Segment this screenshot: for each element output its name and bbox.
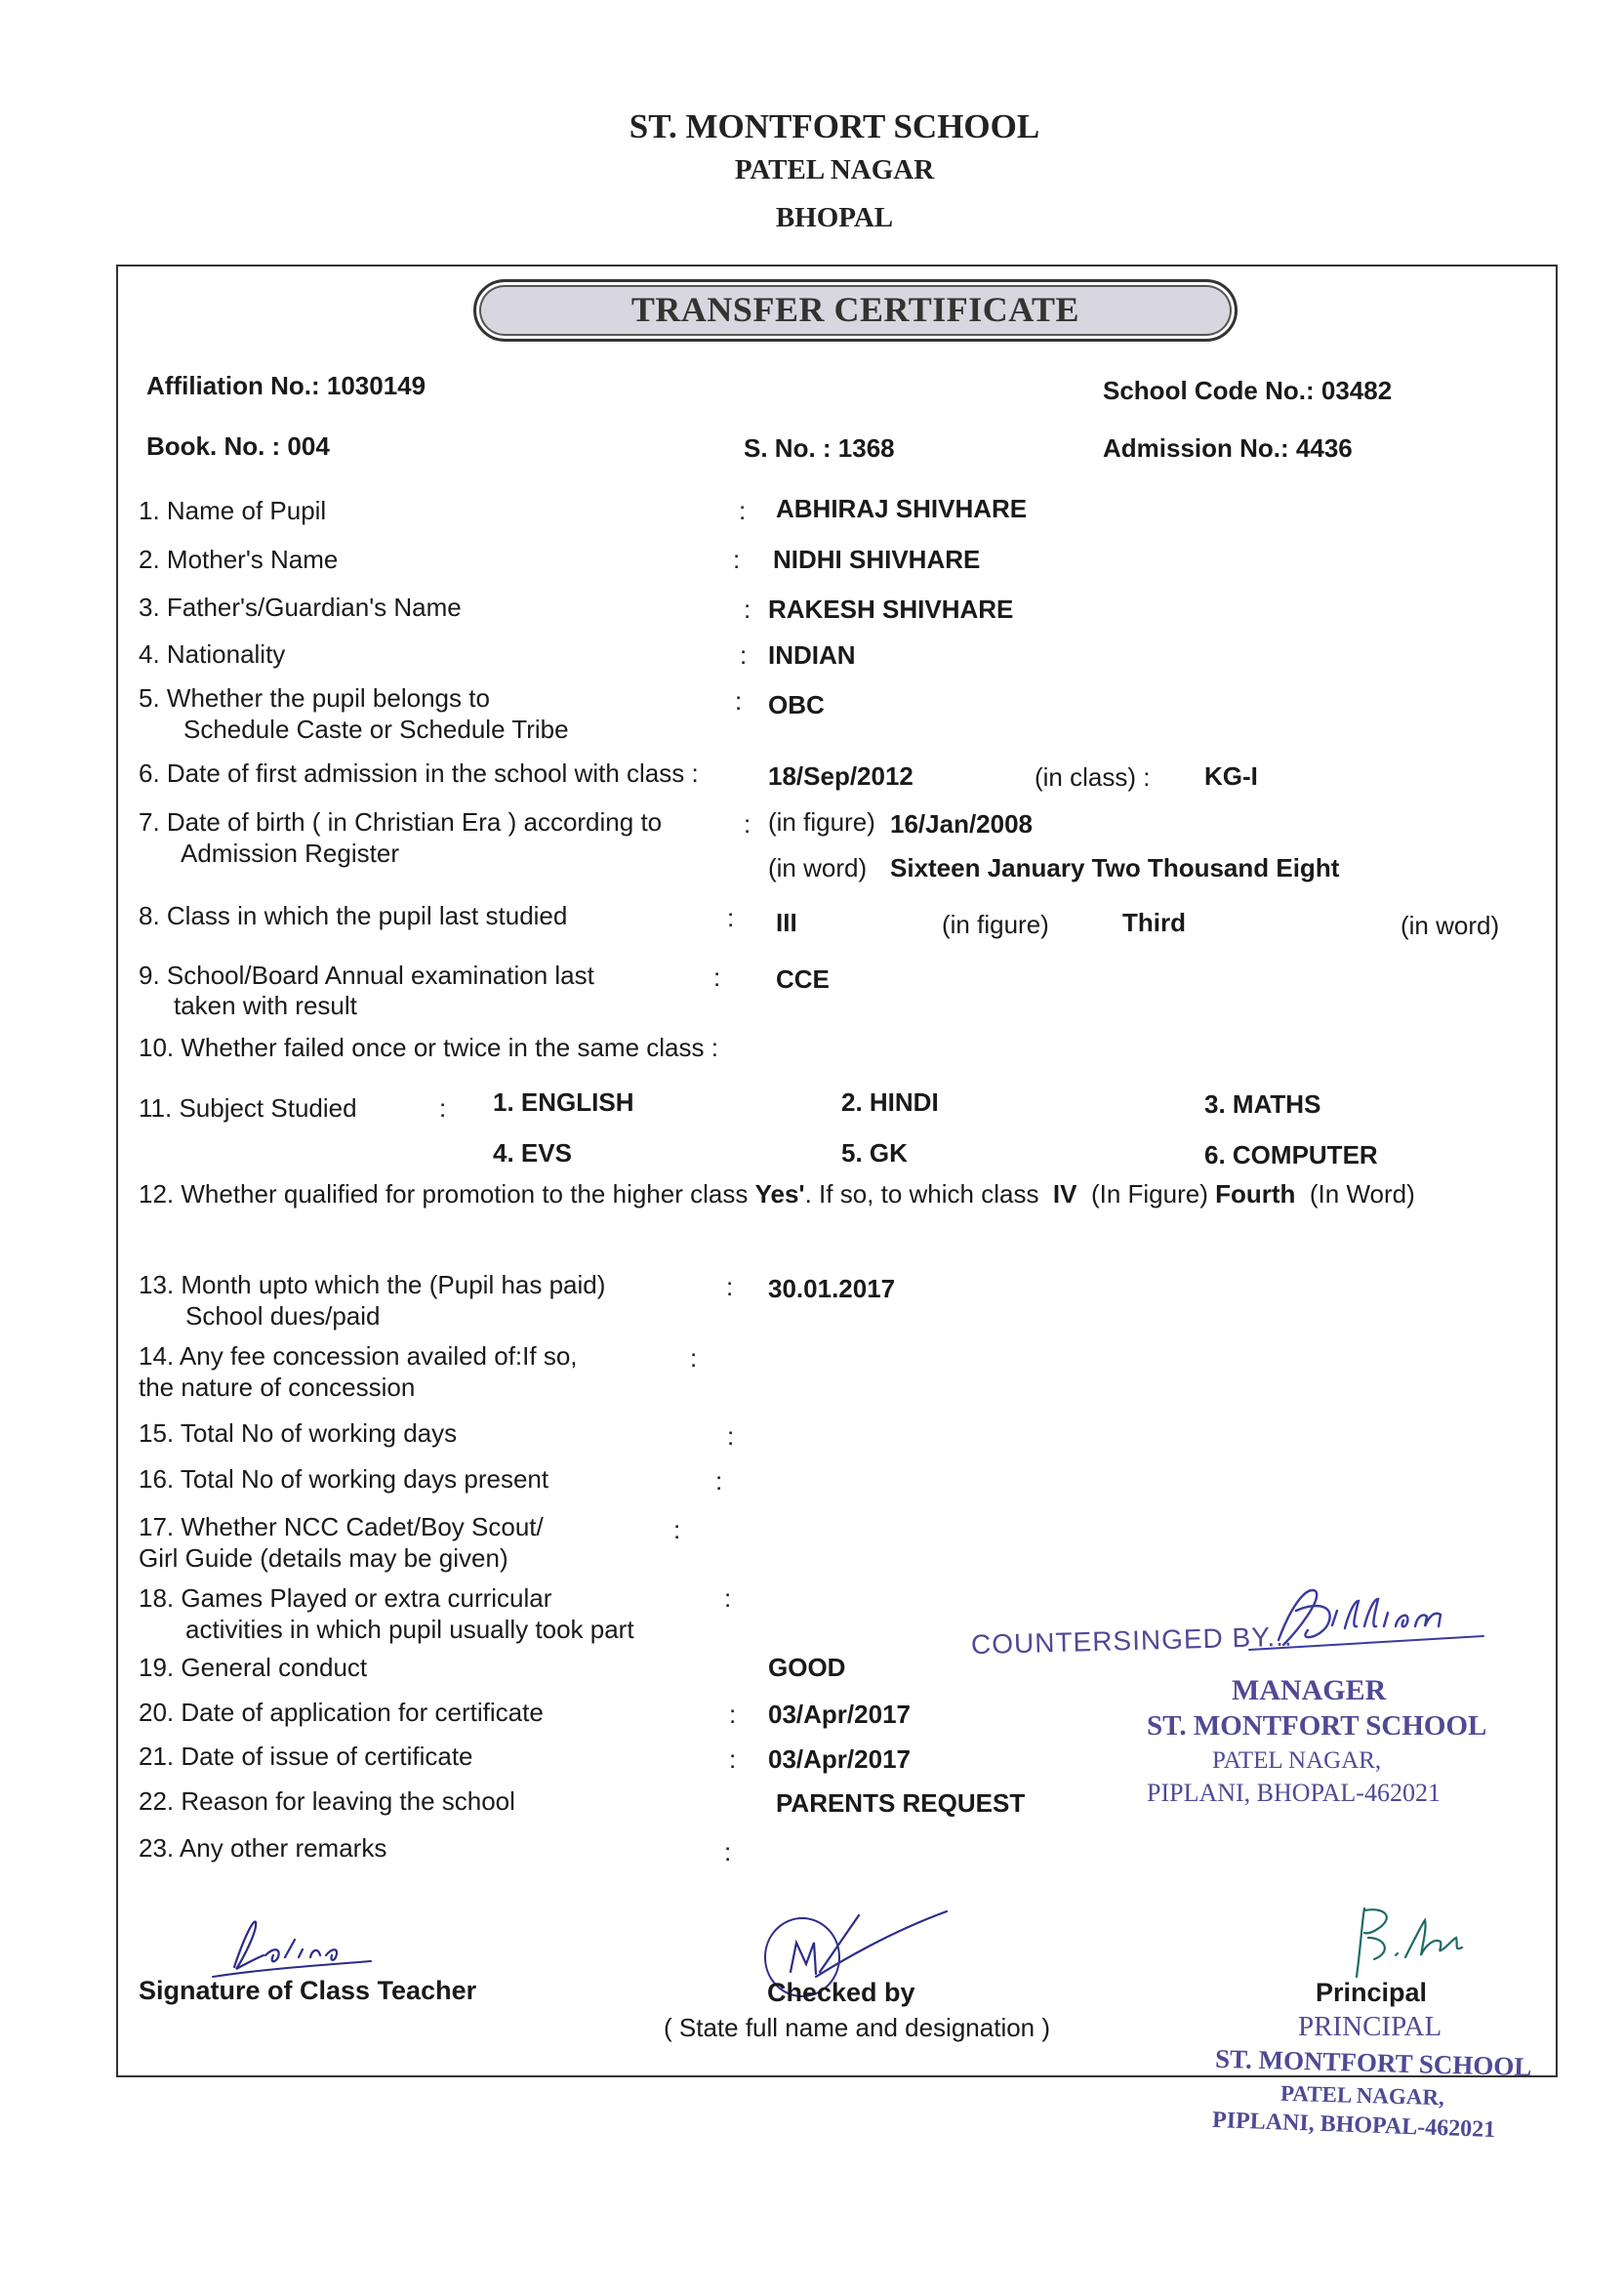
- field-18-label-line2: activities in which pupil usually took part: [185, 1615, 634, 1644]
- book-number: Book. No. : 004: [146, 431, 330, 461]
- colon: :: [744, 809, 751, 839]
- subject-5: 5. GK: [841, 1138, 908, 1168]
- principal-stamp-school: ST. MONTFORT SCHOOL: [1214, 2043, 1532, 2082]
- colon: :: [727, 903, 735, 932]
- school-name: ST. MONTFORT SCHOOL: [629, 107, 1040, 145]
- colon: :: [729, 1700, 737, 1729]
- in-figure-label: (in figure): [768, 807, 875, 837]
- principal-stamp-locality: PATEL NAGAR,: [1279, 2080, 1445, 2111]
- field-6-label: 6. Date of first admission in the school with class :: [139, 758, 699, 788]
- field-13-label: 13. Month upto which the (Pupil has paid): [139, 1270, 606, 1299]
- father-name: RAKESH SHIVHARE: [768, 594, 1014, 624]
- manager-stamp-locality: PATEL NAGAR,: [1212, 1747, 1382, 1774]
- field-1-label: 1. Name of Pupil: [139, 496, 327, 525]
- class-teacher-signature: [205, 1908, 381, 1987]
- colon: :: [744, 594, 751, 624]
- application-date: 03/Apr/2017: [768, 1700, 911, 1729]
- subject-3: 3. MATHS: [1204, 1089, 1321, 1119]
- certificate-title: TRANSFER CERTIFICATE: [630, 290, 1080, 329]
- colon: :: [724, 1837, 732, 1866]
- field-14-label: 14. Any fee concession availed of:If so,: [139, 1341, 578, 1371]
- field-15-label: 15. Total No of working days: [139, 1418, 458, 1448]
- pupil-name: ABHIRAJ SHIVHARE: [776, 494, 1028, 523]
- field-9-label: 9. School/Board Annual examination last: [139, 961, 594, 990]
- school-city: BHOPAL: [775, 202, 894, 233]
- in-word-label: (in word): [1401, 911, 1500, 940]
- mother-name: NIDHI SHIVHARE: [773, 545, 981, 574]
- affiliation-number: Affiliation No.: 1030149: [146, 371, 426, 400]
- issue-date: 03/Apr/2017: [768, 1744, 911, 1774]
- field-10-label: 10. Whether failed once or twice in the same class :: [139, 1033, 718, 1062]
- field-13-label-line2: School dues/paid: [185, 1301, 381, 1331]
- field-17-label: 17. Whether NCC Cadet/Boy Scout/: [139, 1512, 544, 1541]
- promotion-question: 12. Whether qualified for promotion to the higher class: [139, 1179, 749, 1209]
- promotion-answer: Yes': [754, 1179, 805, 1209]
- field-19-label: 19. General conduct: [139, 1653, 368, 1682]
- field-11-label: 11. Subject Studied: [139, 1093, 357, 1123]
- field-4-label: 4. Nationality: [139, 639, 286, 669]
- certificate-title-banner: [473, 279, 1238, 342]
- nationality: INDIAN: [768, 640, 856, 670]
- school-locality: PATEL NAGAR: [734, 154, 935, 185]
- field-5-label-line2: Schedule Caste or Schedule Tribe: [183, 715, 569, 744]
- colon: :: [733, 545, 741, 574]
- in-class-label: (in class) :: [1035, 762, 1151, 792]
- field-3-label: 3. Father's/Guardian's Name: [139, 593, 462, 622]
- in-figure-label: (In Figure): [1090, 1179, 1208, 1209]
- subject-6: 6. COMPUTER: [1204, 1140, 1378, 1169]
- checked-by-note: ( State full name and designation ): [664, 2013, 1051, 2042]
- principal-stamp-title: PRINCIPAL: [1298, 2011, 1442, 2042]
- field-7-label-line2: Admission Register: [181, 839, 399, 868]
- colon: :: [740, 640, 748, 670]
- colon: :: [739, 496, 747, 525]
- principal-label: Principal: [1316, 1978, 1428, 2007]
- colon: :: [690, 1343, 698, 1373]
- field-8-label: 8. Class in which the pupil last studied: [139, 901, 568, 930]
- colon: :: [439, 1093, 447, 1123]
- serial-number: S. No. : 1368: [744, 433, 895, 463]
- manager-stamp-title: MANAGER: [1232, 1674, 1387, 1706]
- leaving-reason: PARENTS REQUEST: [776, 1788, 1026, 1818]
- field-17-label-line2: Girl Guide (details may be given): [139, 1543, 508, 1573]
- field-16-label: 16. Total No of working days present: [139, 1464, 549, 1494]
- colon: :: [673, 1515, 681, 1544]
- field-21-label: 21. Date of issue of certificate: [139, 1742, 473, 1771]
- in-word-label: (In Word): [1309, 1179, 1415, 1209]
- field-23-label: 23. Any other remarks: [139, 1833, 387, 1863]
- class-teacher-label: Signature of Class Teacher: [139, 1976, 477, 2005]
- promoted-class-word: Fourth: [1215, 1179, 1296, 1209]
- caste-category: OBC: [768, 690, 825, 719]
- last-class-figure: III: [776, 908, 797, 937]
- subject-4: 4. EVS: [493, 1138, 572, 1168]
- colon: :: [715, 1466, 723, 1496]
- countersigned-stamp: COUNTERSINGED BY...: [970, 1620, 1293, 1660]
- field-9-label-line2: taken with result: [174, 991, 357, 1020]
- field-7-label: 7. Date of birth ( in Christian Era ) according to: [139, 807, 663, 837]
- general-conduct: GOOD: [768, 1653, 846, 1682]
- colon: :: [729, 1744, 737, 1774]
- dues-paid-month: 30.01.2017: [768, 1274, 896, 1303]
- in-figure-label: (in figure): [942, 910, 1049, 939]
- subject-2: 2. HINDI: [841, 1087, 939, 1117]
- colon: :: [724, 1583, 732, 1613]
- field-20-label: 20. Date of application for certificate: [139, 1698, 544, 1727]
- in-word-label: (in word): [768, 853, 868, 882]
- field-5-label: 5. Whether the pupil belongs to: [139, 683, 490, 713]
- field-14-label-line2: the nature of concession: [139, 1373, 416, 1402]
- colon: :: [726, 1272, 734, 1301]
- checked-by-label: Checked by: [767, 1978, 915, 2007]
- manager-stamp-school: ST. MONTFORT SCHOOL: [1147, 1710, 1487, 1742]
- promotion-class-question: . If so, to which class: [804, 1179, 1039, 1209]
- manager-signature: [1239, 1572, 1493, 1660]
- field-22-label: 22. Reason for leaving the school: [139, 1786, 515, 1816]
- last-class-word: Third: [1122, 908, 1186, 937]
- first-admission-date: 18/Sep/2012: [768, 761, 914, 791]
- field-2-label: 2. Mother's Name: [139, 545, 339, 574]
- dob-figure: 16/Jan/2008: [890, 809, 1034, 839]
- field-12-label: [139, 1179, 1415, 1210]
- school-code: School Code No.: 03482: [1103, 376, 1393, 405]
- colon: :: [727, 1421, 735, 1451]
- admission-number: Admission No.: 4436: [1103, 433, 1353, 463]
- first-admission-class: KG-I: [1204, 761, 1258, 791]
- colon: :: [735, 686, 743, 716]
- dob-word: Sixteen January Two Thousand Eight: [890, 853, 1340, 882]
- promoted-class-figure: IV: [1052, 1179, 1077, 1209]
- principal-stamp-address: PIPLANI, BHOPAL-462021: [1211, 2107, 1496, 2144]
- principal-signature: [1327, 1899, 1483, 1987]
- colon: :: [713, 963, 721, 992]
- exam-result: CCE: [776, 964, 830, 994]
- field-18-label: 18. Games Played or extra curricular: [139, 1583, 552, 1613]
- manager-stamp-address: PIPLANI, BHOPAL-462021: [1147, 1779, 1441, 1807]
- subject-1: 1. ENGLISH: [493, 1087, 634, 1117]
